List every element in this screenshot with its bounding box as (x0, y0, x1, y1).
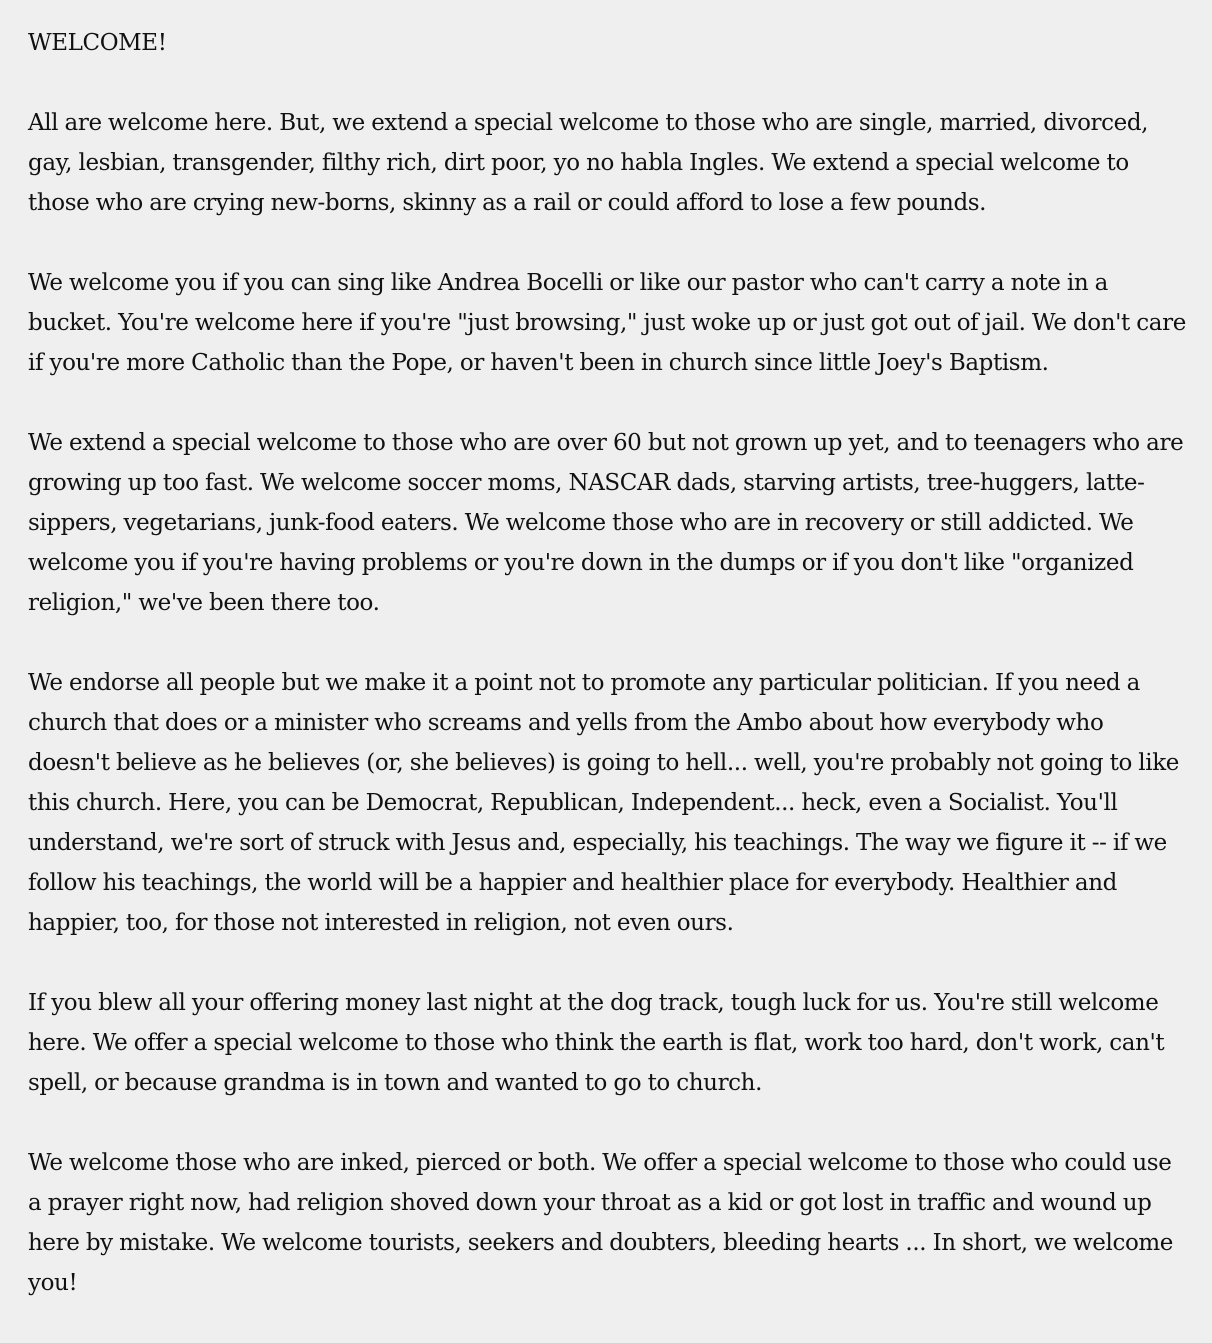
document-body (28, 23, 1188, 1343)
paragraph-1: All are welcome here. But, we extend a special welcome to those who are single, married, divorced, gay, lesbian, transgender, filthy rich, dirt poor, yo no habla Ingles. We extend a special welcome to those who are crying new-borns, skinny as a rail or could afford to lose a few pounds. (28, 110, 1149, 216)
paragraph-3: We extend a special welcome to those who are over 60 but not grown up yet, and to teenagers who are growing up too fast. We welcome soccer moms, NASCAR dads, starving artists, tree-huggers, latte-sippers, vegetarians, junk-food eaters. We welcome those who are in recovery or still addicted. We welcome you if you're having problems or you're down in the dumps or if you don't like "organized religion," we've been there too. (28, 430, 1184, 616)
paragraph-5: If you blew all your offering money last night at the dog track, tough luck for us. You're still welcome here. We offer a special welcome to those who think the earth is flat, work too hard, don't work, can't spell, or because grandma is in town and wanted to go to church. (28, 990, 1165, 1096)
paragraph-6: We welcome those who are inked, pierced or both. We offer a special welcome to those who could use a prayer right now, had religion shoved down your throat as a kid or got lost in traffic and wound up here by mistake. We welcome tourists, seekers and doubters, bleeding hearts ... In short, we welcome you! (28, 1150, 1174, 1296)
page-title: WELCOME! (28, 30, 167, 56)
paragraph-4: We endorse all people but we make it a point not to promote any particular politician. If you need a church that does or a minister who screams and yells from the Ambo about how everybody who doesn't believe as he believes (or, she believes) is going to hell... well, you're probably not going to like this church. Here, you can be Democrat, Republican, Independent... heck, even a Socialist. You'll understand, we're sort of struck with Jesus and, especially, his teachings. The way we figure it -- if we follow his teachings, the world will be a happier and healthier place for everybody. Healthier and happier, too, for those not interested in religion, not even ours. (28, 670, 1179, 936)
paragraph-2: We welcome you if you can sing like Andrea Bocelli or like our pastor who can't carry a note in a bucket. You're welcome here if you're "just browsing," just woke up or just got out of jail. We don't care if you're more Catholic than the Pope, or haven't been in church since little Joey's Baptism. (28, 270, 1186, 376)
